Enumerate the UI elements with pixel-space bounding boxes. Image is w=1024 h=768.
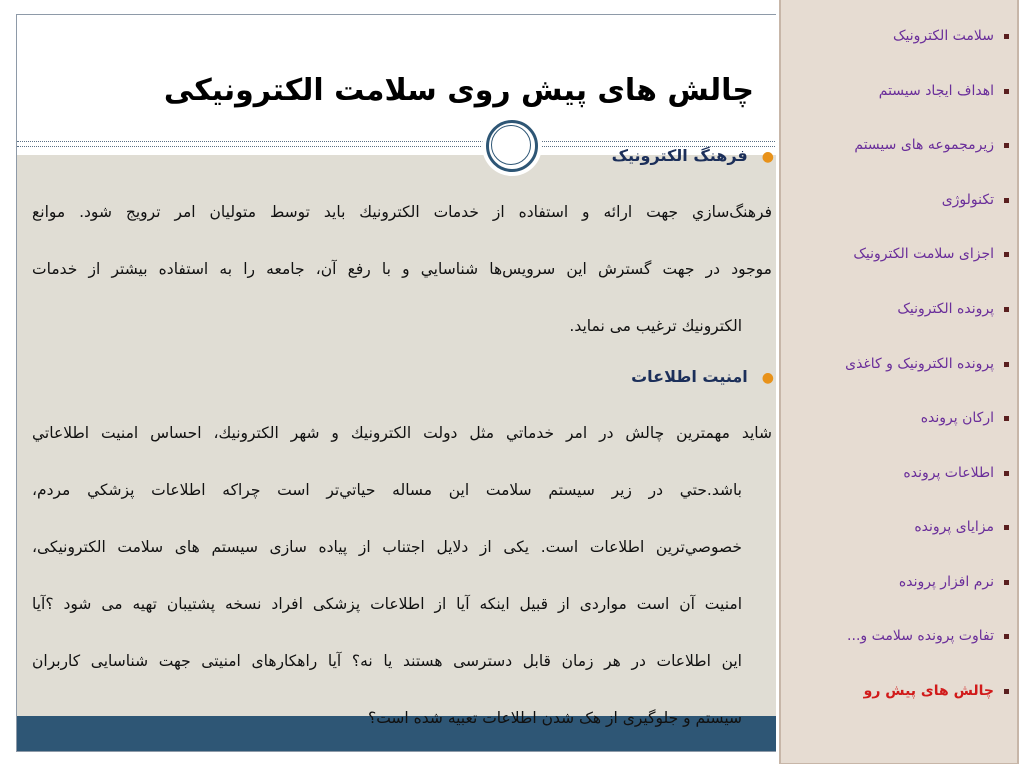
sidebar-panel bbox=[779, 0, 1019, 764]
sidebar-item-subsystems[interactable] bbox=[854, 137, 1009, 153]
sidebar-item-record-software[interactable] bbox=[899, 574, 1009, 590]
sidebar-item-label: زیرمجموعه های سیستم bbox=[854, 137, 994, 153]
square-bullet-icon bbox=[1004, 634, 1009, 639]
square-bullet-icon bbox=[1004, 89, 1009, 94]
paragraph-line: سیستم و جلوگیری از هک شدن اطلاعات تعبیه شده است؟ bbox=[367, 709, 742, 727]
sidebar-item-label: پرونده الکترونیک و کاغذی bbox=[845, 356, 994, 372]
square-bullet-icon bbox=[1004, 416, 1009, 421]
sidebar-item-components[interactable] bbox=[853, 246, 1009, 262]
section-paragraph bbox=[32, 405, 772, 747]
sidebar-item-label: اطلاعات پرونده bbox=[903, 465, 994, 481]
slide-title: چالش های پیش روی سلامت الکترونیکی bbox=[163, 73, 754, 108]
sidebar-item-record-benefits[interactable] bbox=[914, 519, 1009, 535]
square-bullet-icon bbox=[1004, 143, 1009, 148]
paragraph-line: شايد مهمترين چالش در امر خدماتي مثل دولت الکترونيك و شهر الکترونيك، احساس امنيت اطلاعاتي bbox=[32, 424, 772, 442]
sidebar-item-system-goals[interactable] bbox=[879, 83, 1009, 99]
square-bullet-icon bbox=[1004, 471, 1009, 476]
sidebar-item-label: نرم افزار پرونده bbox=[898, 574, 994, 590]
paragraph-line: موجود در جهت گسترش اين سرويس‌ها شناسايي و با رفع آن، جامعه را به استفاده بيشتر از خدمات bbox=[32, 260, 772, 278]
sidebar-item-challenges[interactable] bbox=[864, 683, 1009, 699]
sidebar-item-label: چالش های پیش رو bbox=[863, 683, 994, 699]
sidebar-item-label: اجزای سلامت الکترونیک bbox=[853, 246, 994, 262]
divider-line bbox=[17, 141, 779, 142]
paragraph-line: فرهنگ‌سازي جهت ارائه و استفاده از خدمات الکترونيك بايد توسط متوليان امر ترويج شود. موانع bbox=[32, 203, 772, 221]
bullet-icon: ● bbox=[761, 370, 774, 386]
sidebar-item-technology[interactable] bbox=[942, 192, 1009, 208]
sidebar-item-electronic-paper-record[interactable] bbox=[845, 356, 1009, 372]
section-heading bbox=[612, 146, 774, 165]
square-bullet-icon bbox=[1004, 252, 1009, 257]
paragraph-line: باشد.حتي در زير سيستم سلامت اين مساله حياتي‌تر است چراكه اطلاعات پزشكي مردم، bbox=[32, 481, 742, 499]
paragraph-line: این اطلاعات در هر زمان قابل دسترسی هستند یا نه؟ آیا راهکارهای امنیتی جهت شناسایی کاربران bbox=[32, 652, 742, 670]
sidebar-item-label: تکنولوژی bbox=[941, 192, 994, 208]
section-paragraph bbox=[32, 184, 772, 355]
ornament-inner-ring bbox=[491, 125, 531, 165]
sidebar-item-label: مزایای پرونده bbox=[914, 519, 994, 535]
paragraph-line: امنیت آن است مواردی از قبیل اینکه آیا از اطلاعات پزشکی افراد نسخه پشتیبان تهیه می شود ؟آیا bbox=[32, 595, 742, 613]
sidebar-item-label: ارکان پرونده bbox=[920, 410, 994, 426]
sidebar-item-e-health[interactable] bbox=[893, 28, 1009, 44]
sidebar-item-record-info[interactable] bbox=[903, 465, 1009, 481]
paragraph-line: الکترونيك ترغيب می نمايد. bbox=[569, 317, 742, 335]
section-heading-text: امنیت اطلاعات bbox=[631, 367, 748, 386]
sidebar-item-record-pillars[interactable] bbox=[921, 410, 1009, 426]
sidebar-item-differences[interactable] bbox=[847, 628, 1009, 644]
square-bullet-icon bbox=[1004, 580, 1009, 585]
sidebar-item-electronic-record[interactable] bbox=[897, 301, 1009, 317]
sidebar-item-label: سلامت الکترونیک bbox=[892, 28, 994, 44]
section-heading bbox=[631, 367, 774, 386]
sidebar-item-label: پرونده الکترونیک bbox=[897, 301, 994, 317]
square-bullet-icon bbox=[1004, 689, 1009, 694]
square-bullet-icon bbox=[1004, 198, 1009, 203]
section-heading-text: فرهنگ الکترونیک bbox=[611, 146, 748, 165]
square-bullet-icon bbox=[1004, 307, 1009, 312]
bullet-icon: ● bbox=[761, 149, 774, 165]
sidebar-item-label: اهداف ایجاد سیستم bbox=[878, 83, 994, 99]
paragraph-line: خصوصي‌ترين اطلاعات است. یکی از دلایل اجتناب از پیاده سازی سیستم های سلامت الکترونیکی، bbox=[32, 538, 742, 556]
sidebar-item-label: تفاوت پرونده سلامت و... bbox=[847, 628, 994, 644]
square-bullet-icon bbox=[1004, 525, 1009, 530]
square-bullet-icon bbox=[1004, 362, 1009, 367]
square-bullet-icon bbox=[1004, 34, 1009, 39]
